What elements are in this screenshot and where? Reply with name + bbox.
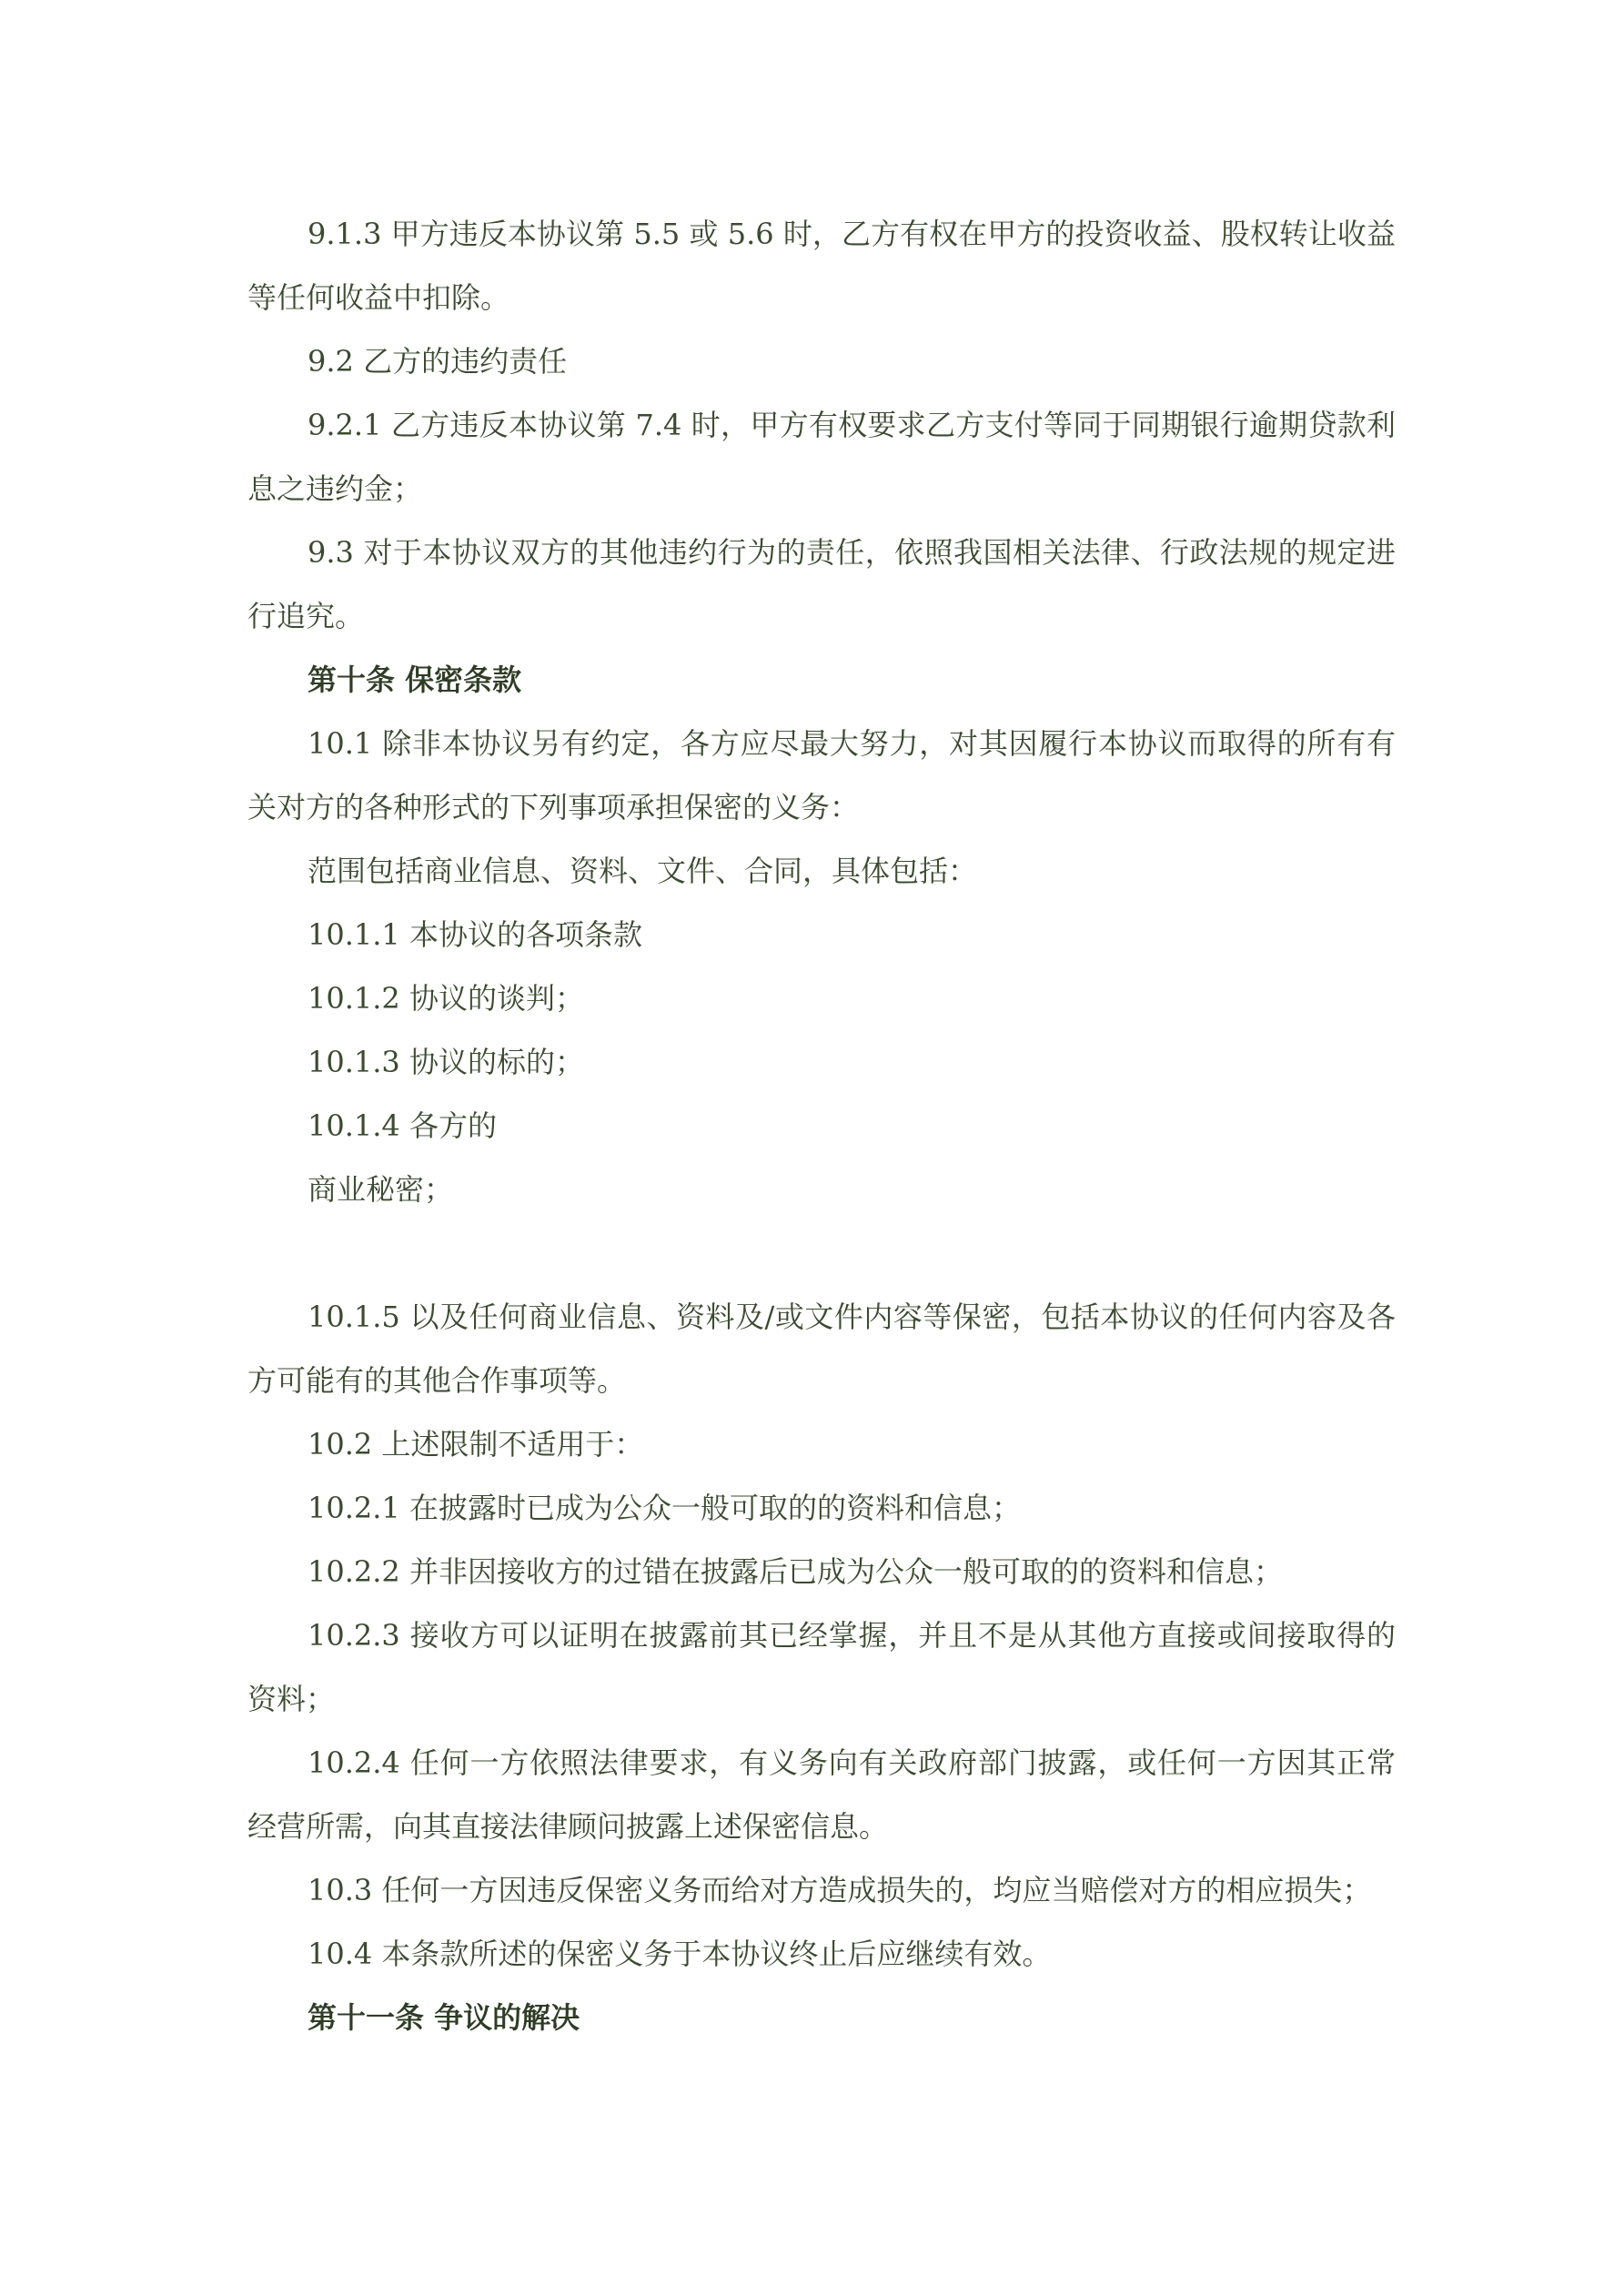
clause-10-2-2: 10.2.2 并非因接收方的过错在披露后已成为公众一般可取的的资料和信息； — [308, 1554, 1283, 1589]
blank-line — [247, 1221, 1396, 1285]
clause-10-2-3: 10.2.3 接收方可以证明在披露前其已经掌握，并且不是从其他方直接或间接取得的资料； — [247, 1618, 1396, 1716]
clause-10-1-scope: 范围包括商业信息、资料、文件、合同，具体包括： — [308, 854, 978, 888]
clause-10-2-4: 10.2.4 任何一方依照法律要求，有义务向有关政府部门披露，或任何一方因其正常经营所需，向其直接法律顾问披露上述保密信息。 — [247, 1745, 1396, 1844]
document-body — [247, 202, 1396, 2049]
clause-10-1-2: 10.1.2 协议的谈判； — [308, 981, 584, 1016]
clause-10-2: 10.2 上述限制不适用于： — [308, 1427, 644, 1462]
article-11-heading: 第十一条 争议的解决 — [308, 2000, 580, 2035]
clause-10-2-1: 10.2.1 在披露时已成为公众一般可取的的资料和信息； — [308, 1491, 1021, 1525]
clause-10-1-4-cont: 商业秘密； — [308, 1172, 454, 1207]
article-10-heading: 第十条 保密条款 — [308, 663, 522, 697]
clause-9-2-1: 9.2.1 乙方违反本协议第 7.4 时，甲方有权要求乙方支付等同于同期银行逾期贷款利息之违约金； — [247, 408, 1396, 506]
clause-10-4: 10.4 本条款所述的保密义务于本协议终止后应继续有效。 — [308, 1937, 1052, 1971]
clause-10-3: 10.3 任何一方因违反保密义务而给对方造成损失的，均应当赔偿对方的相应损失； — [308, 1873, 1372, 1907]
clause-10-1: 10.1 除非本协议另有约定，各方应尽最大努力，对其因履行本协议而取得的所有有关对方的各种形式的下列事项承担保密的义务： — [247, 726, 1396, 824]
clause-10-1-4: 10.1.4 各方的 — [308, 1108, 497, 1143]
clause-10-1-5: 10.1.5 以及任何商业信息、资料及/或文件内容等保密，包括本协议的任何内容及各方可能有的其他合作事项等。 — [247, 1300, 1396, 1398]
clause-10-1-3: 10.1.3 协议的标的； — [308, 1045, 584, 1079]
clause-9-1-3: 9.1.3 甲方违反本协议第 5.5 或 5.6 时，乙方有权在甲方的投资收益、股权转让收益等任何收益中扣除。 — [247, 217, 1396, 315]
clause-10-1-1: 10.1.1 本协议的各项条款 — [308, 917, 642, 952]
clause-9-2-heading: 9.2 乙方的违约责任 — [308, 344, 568, 379]
clause-9-3: 9.3 对于本协议双方的其他违约行为的责任，依照我国相关法律、行政法规的规定进行追究。 — [247, 535, 1396, 633]
